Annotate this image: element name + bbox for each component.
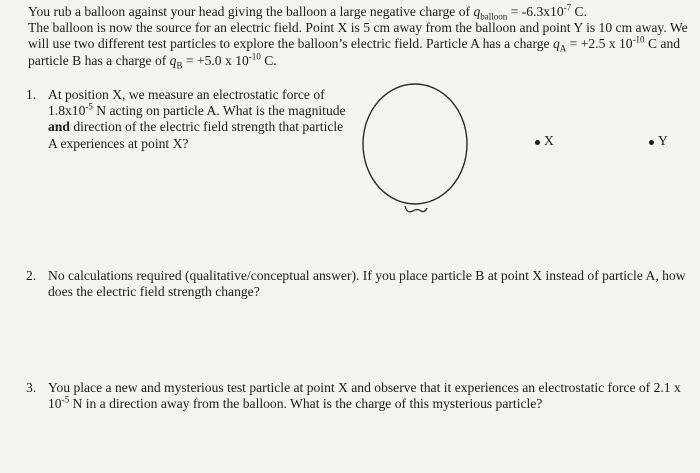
question-1-text — [48, 87, 348, 152]
intro-text-3: C and particle B has a charge of — [28, 36, 681, 68]
particle-b-exponent: -10 — [248, 51, 261, 62]
q3-text-a: You place a new and mysterious test particle at point X and observe that it experiences an electrostatic force of 2.1 x 10 — [48, 380, 681, 412]
q3-exponent: -5 — [61, 394, 70, 405]
particle-a-symbol: q — [552, 36, 560, 52]
balloon-knot — [405, 206, 427, 212]
point-y-dot — [649, 140, 654, 145]
particle-a-value: = +2.5 x 10 — [566, 36, 633, 52]
balloon-charge-unit: C. — [571, 4, 588, 19]
particle-b-symbol: q — [169, 52, 177, 68]
q3-text-b: N in a direction away from the balloon. What is the charge of this mysterious particle? — [69, 396, 543, 412]
particle-a-exponent: -10 — [632, 34, 645, 45]
balloon-charge-value: = -6.3x10 — [507, 4, 564, 19]
intro-text-1: You rub a balloon against your head giving the balloon a large negative charge of — [28, 4, 474, 19]
q1-bold-and: and — [48, 119, 70, 135]
question-3-number: 3. — [26, 380, 37, 395]
balloon-charge-symbol: q — [473, 4, 481, 19]
question-1-number: 1. — [26, 87, 37, 102]
balloon-outline — [363, 84, 467, 204]
q1-text-a: At position X, we measure an electrostatic force of 1.8x10 — [48, 87, 325, 119]
point-x-label: X — [544, 133, 554, 148]
particle-a-subscript: A — [559, 44, 567, 55]
intro-text-2: The balloon is now the source for an electric field. Point X is 5 cm away from the balloon and point Y is 10 cm away. We will use two different test particles to explore the balloon’s electric field. Particle A has a charge — [28, 20, 688, 52]
particle-b-unit: C. — [260, 52, 277, 68]
particle-b-subscript: B — [176, 60, 183, 71]
balloon-diagram — [355, 78, 685, 228]
intro-paragraph — [28, 4, 693, 69]
question-3-text — [48, 380, 688, 412]
question-2-text: No calculations required (qualitative/conceptual answer). If you place particle B at point X instead of particle A, how does the electric field strength change? — [48, 268, 686, 300]
problem-intro — [28, 4, 693, 69]
q1-exponent: -5 — [85, 101, 93, 112]
point-y-label: Y — [658, 133, 668, 148]
q1-text-b: N acting on particle A. What is the magnitude — [92, 103, 346, 119]
q1-text-c: direction of the electric field strength that particle A experiences at point X? — [48, 119, 344, 151]
balloon-charge-exponent: -7 — [563, 2, 572, 13]
question-2-number: 2. — [26, 268, 37, 283]
balloon-drawing — [355, 78, 685, 228]
particle-b-value: = +5.0 x 10 — [182, 52, 249, 68]
balloon-charge-subscript: balloon — [480, 11, 508, 22]
point-x-dot — [535, 140, 540, 145]
